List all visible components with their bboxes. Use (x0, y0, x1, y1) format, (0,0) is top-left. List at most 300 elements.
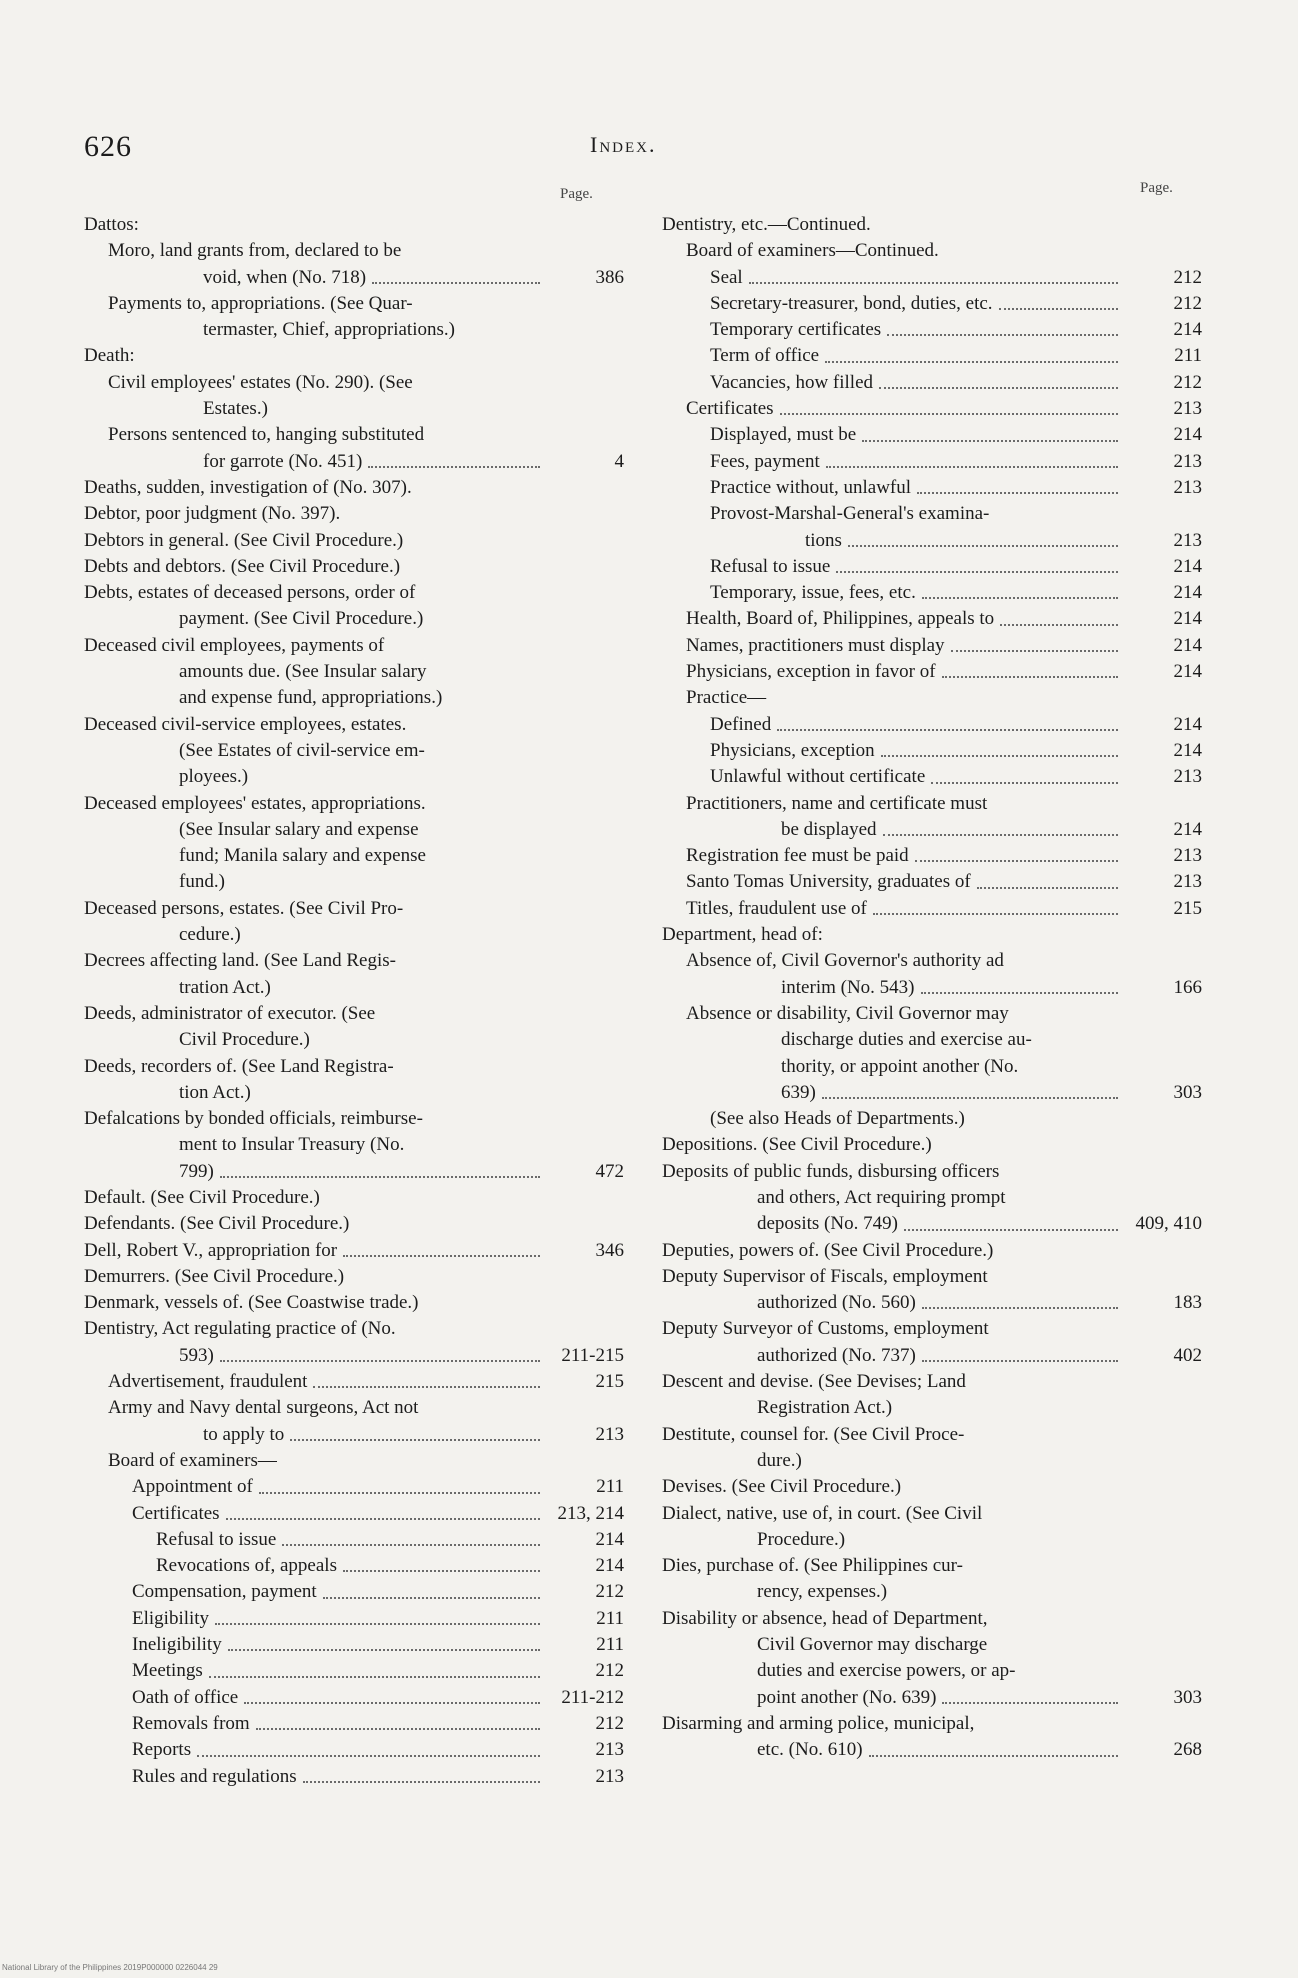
index-entry-text: interim (No. 543) (781, 976, 915, 998)
index-entry (84, 1632, 624, 1658)
index-entry (662, 869, 1202, 895)
index-entry (84, 1369, 624, 1395)
leader-dots (921, 990, 1118, 994)
index-entry (662, 1501, 1202, 1554)
page-reference: 4 (614, 450, 624, 472)
leader-dots (917, 490, 1118, 494)
index-entry (662, 1132, 1202, 1158)
index-entry (662, 396, 1202, 422)
index-entry-text: Civil employees' estates (No. 290). (See (108, 371, 413, 393)
index-entry (84, 1054, 624, 1107)
page-reference: 212 (595, 1660, 624, 1682)
index-entry-text: fund; Manila salary and expense (179, 845, 426, 867)
index-entry-text: Destitute, counsel for. (See Civil Proce- (662, 1423, 965, 1445)
index-entry-text: 639) (781, 1081, 816, 1103)
leader-dots (323, 1595, 540, 1599)
left-page-column-heading: Page. (560, 186, 593, 202)
index-entry-text: Dattos: (84, 214, 139, 235)
page-reference: 166 (1173, 976, 1202, 998)
index-entry-text: Deaths, sudden, investigation of (No. 307). (84, 476, 412, 498)
index-entry-text: Default. (See Civil Procedure.) (84, 1186, 320, 1208)
leader-dots (282, 1542, 540, 1546)
index-entry-text: Demurrers. (See Civil Procedure.) (84, 1265, 345, 1287)
index-entry-text: fund.) (179, 871, 225, 893)
leader-dots (836, 569, 1118, 573)
page-reference: 212 (1173, 292, 1202, 314)
page-reference: 214 (1173, 739, 1202, 761)
index-entry-text: Seal (710, 266, 743, 288)
index-entry (662, 1238, 1202, 1264)
page-reference: 268 (1173, 1739, 1202, 1761)
index-entry-text: Descent and devise. (See Devises; Land (662, 1371, 966, 1393)
index-entry-text: Reports (132, 1739, 192, 1761)
index-entry (84, 1553, 624, 1579)
index-entry-text: Deputy Supervisor of Fiscals, employment (662, 1265, 988, 1287)
index-entry-text: Defined (710, 713, 772, 735)
leader-dots (244, 1700, 540, 1704)
index-entry (84, 475, 624, 501)
index-entry (84, 896, 624, 949)
leader-dots (942, 1700, 1118, 1704)
leader-dots (977, 885, 1118, 889)
index-entry (84, 791, 624, 896)
index-entry (84, 1711, 624, 1737)
index-entry-text: void, when (No. 718) (203, 266, 367, 288)
index-entry (84, 1290, 624, 1316)
page-reference: 212 (1173, 371, 1202, 393)
index-entry-text: (See Insular salary and expense (179, 818, 419, 840)
page-reference: 215 (595, 1371, 624, 1393)
leader-dots (228, 1647, 540, 1651)
index-entry-text: tions (805, 529, 842, 551)
page-reference: 214 (595, 1528, 624, 1550)
leader-dots (922, 1358, 1118, 1362)
index-entry (84, 1606, 624, 1632)
index-entry (662, 1159, 1202, 1238)
index-entry (662, 1264, 1202, 1317)
index-entry (662, 922, 1202, 948)
index-entry (84, 1474, 624, 1500)
leader-dots (209, 1674, 540, 1678)
index-entry (84, 554, 624, 580)
index-entry (662, 1316, 1202, 1369)
index-entry (662, 1422, 1202, 1475)
leader-dots (942, 674, 1118, 678)
leader-dots (780, 411, 1118, 415)
index-entry (84, 1316, 624, 1369)
page-reference: 213 (595, 1423, 624, 1445)
leader-dots (259, 1490, 540, 1494)
index-entry-text: Physicians, exception in favor of (686, 661, 936, 683)
index-entry (662, 685, 1202, 711)
index-entry (84, 501, 624, 527)
index-entry-text: Appointment of (132, 1476, 253, 1498)
index-entry (84, 1737, 624, 1763)
leader-dots (313, 1384, 540, 1388)
index-entry-text: Debtors in general. (See Civil Procedure.) (84, 529, 404, 551)
page-reference: 212 (595, 1581, 624, 1603)
page-reference: 212 (1173, 266, 1202, 288)
leader-dots (368, 464, 540, 468)
index-entry-text: dure.) (757, 1449, 802, 1471)
index-entry-text: Depositions. (See Civil Procedure.) (662, 1134, 932, 1156)
index-entry-text: Defendants. (See Civil Procedure.) (84, 1213, 350, 1235)
page-reference: 213, 214 (557, 1502, 624, 1524)
leader-dots (873, 911, 1118, 915)
index-entry-text: Compensation, payment (132, 1581, 317, 1603)
page-reference: 214 (1173, 818, 1202, 840)
page-reference: 211 (1174, 345, 1202, 367)
leader-dots (372, 280, 540, 284)
index-entry (662, 764, 1202, 790)
index-entry-text: Dentistry, Act regulating practice of (No. (84, 1318, 396, 1340)
index-entry-text: Dentistry, etc.—Continued. (662, 214, 871, 235)
page-title: Index. (590, 132, 657, 157)
index-entry (84, 422, 624, 475)
index-entry-text: Debts, estates of deceased persons, order of (84, 582, 416, 604)
index-entry-text: Temporary, issue, fees, etc. (710, 582, 916, 604)
index-entry-text: Dialect, native, use of, in court. (See Civil (662, 1502, 983, 1524)
index-entry-text: Vacancies, how filled (710, 371, 874, 393)
index-entry-text: etc. (No. 610) (757, 1739, 863, 1761)
page-reference: 214 (1173, 319, 1202, 341)
index-entry-text: Defalcations by bonded officials, reimburse- (84, 1108, 423, 1130)
leader-dots (904, 1227, 1118, 1231)
index-entry (84, 238, 624, 291)
index-entry-text: Practice— (686, 687, 767, 709)
leader-dots (826, 464, 1118, 468)
index-entry-text: Devises. (See Civil Procedure.) (662, 1476, 902, 1498)
index-entry (84, 343, 624, 369)
index-entry (84, 633, 624, 712)
index-entry-text: discharge duties and exercise au- (781, 1029, 1032, 1051)
leader-dots (256, 1726, 540, 1730)
page-reference: 214 (1173, 555, 1202, 577)
index-entry (84, 1501, 624, 1527)
index-entry (662, 1711, 1202, 1764)
index-entry-text: Board of examiners—Continued. (686, 240, 939, 262)
index-entry-text: Fees, payment (710, 450, 820, 472)
page-reference: 213 (595, 1765, 624, 1787)
index-entry-text: Procedure.) (757, 1528, 846, 1550)
page-reference: 213 (1173, 529, 1202, 551)
page-reference: 213 (1173, 398, 1202, 420)
index-entry-text: Santo Tomas University, graduates of (686, 871, 971, 893)
index-entry-text: (See also Heads of Departments.) (710, 1108, 965, 1130)
index-column-left (84, 212, 624, 1790)
leader-dots (226, 1516, 540, 1520)
page-reference: 402 (1173, 1344, 1202, 1366)
index-entry-text: Physicians, exception (710, 739, 875, 761)
page-reference: 211-215 (561, 1344, 624, 1366)
leader-dots (197, 1753, 540, 1757)
page-reference: 211 (596, 1634, 624, 1656)
page-reference: 213 (1173, 476, 1202, 498)
leader-dots (922, 1305, 1118, 1309)
index-entry (662, 554, 1202, 580)
index-entry (84, 948, 624, 1001)
index-entry-text: Revocations of, appeals (156, 1555, 337, 1577)
index-entry-text: Practitioners, name and certificate must (686, 792, 988, 814)
leader-dots (290, 1437, 540, 1441)
index-entry-text: Unlawful without certificate (710, 766, 926, 788)
index-entry-text: point another (No. 639) (757, 1686, 937, 1708)
leader-dots (848, 543, 1118, 547)
index-entry (84, 1264, 624, 1290)
page-reference: 214 (1173, 661, 1202, 683)
index-entry-text: Deeds, recorders of. (See Land Registra- (84, 1055, 394, 1077)
index-entry (84, 712, 624, 791)
index-entry (662, 843, 1202, 869)
index-entry (662, 791, 1202, 844)
leader-dots (1000, 622, 1118, 626)
index-entry (662, 422, 1202, 448)
index-entry (84, 1579, 624, 1605)
index-entry (84, 1001, 624, 1054)
index-entry (84, 1395, 624, 1448)
page-reference: 211 (596, 1607, 624, 1629)
index-entry-text: Deposits of public funds, disbursing officers (662, 1160, 1000, 1182)
index-entry (84, 1448, 624, 1474)
leader-dots (303, 1779, 540, 1783)
leader-dots (220, 1358, 540, 1362)
index-entry (662, 238, 1202, 264)
leader-dots (825, 359, 1118, 363)
leader-dots (215, 1621, 540, 1625)
page-reference: 214 (1173, 634, 1202, 656)
index-entry (662, 580, 1202, 606)
index-entry-text: Dell, Robert V., appropriation for (84, 1239, 338, 1261)
index-entry-text: Certificates (132, 1502, 220, 1524)
index-entry-text: Provost-Marshal-General's examina- (710, 503, 990, 525)
index-entry-text: Rules and regulations (132, 1765, 297, 1787)
leader-dots (343, 1568, 540, 1572)
leader-dots (862, 438, 1118, 442)
page-reference: 213 (1173, 450, 1202, 472)
index-entry-text: for garrote (No. 451) (203, 450, 363, 472)
leader-dots (881, 753, 1118, 757)
leader-dots (951, 648, 1118, 652)
page-reference: 213 (1173, 766, 1202, 788)
index-entry-text: Debtor, poor judgment (No. 397). (84, 503, 341, 525)
index-entry (84, 370, 624, 423)
index-entry-text: tration Act.) (179, 976, 271, 998)
page-reference: 386 (595, 266, 624, 288)
index-entry (84, 1211, 624, 1237)
index-entry-text: and others, Act requiring prompt (757, 1186, 1006, 1208)
index-entry-text: Term of office (710, 345, 820, 367)
index-entry-text: termaster, Chief, appropriations.) (203, 319, 455, 341)
page-reference: 409, 410 (1135, 1213, 1202, 1235)
page-reference: 211-212 (561, 1686, 624, 1708)
index-entry-text: Registration Act.) (757, 1397, 893, 1419)
index-entry (662, 659, 1202, 685)
page-reference: 214 (1173, 608, 1202, 630)
index-entry-text: Deputies, powers of. (See Civil Procedure.) (662, 1239, 994, 1261)
index-entry-text: Moro, land grants from, declared to be (108, 240, 402, 262)
index-entry (662, 1553, 1202, 1606)
index-entry-text: Advertisement, fraudulent (108, 1371, 308, 1393)
index-entry-text: Deceased employees' estates, appropriations. (84, 792, 426, 814)
index-entry-text: authorized (No. 560) (757, 1292, 916, 1314)
index-entry (84, 1185, 624, 1211)
index-entry-text: Estates.) (203, 398, 268, 420)
leader-dots (869, 1753, 1118, 1757)
leader-dots (749, 280, 1118, 284)
page-reference: 214 (1173, 582, 1202, 604)
index-entry-text: Removals from (132, 1712, 250, 1734)
leader-dots (887, 332, 1118, 336)
index-entry-text: Ineligibility (132, 1634, 222, 1656)
index-entry-text: (See Estates of civil-service em- (179, 739, 425, 761)
index-entry-text: ployees.) (179, 766, 249, 788)
index-entry-text: Certificates (686, 398, 774, 420)
index-entry-text: to apply to (203, 1423, 285, 1445)
page-reference: 213 (595, 1739, 624, 1761)
index-entry (662, 317, 1202, 343)
page-reference: 183 (1173, 1292, 1202, 1314)
index-entry (662, 606, 1202, 632)
page-reference: 212 (595, 1712, 624, 1734)
page-reference: 215 (1173, 897, 1202, 919)
index-entry-text: Absence or disability, Civil Governor may (686, 1002, 1009, 1024)
index-entry-text: Deceased civil-service employees, estates. (84, 713, 407, 735)
index-entry-text: Civil Procedure.) (179, 1029, 310, 1051)
leader-dots (922, 595, 1118, 599)
index-entry-text: Meetings (132, 1660, 203, 1682)
index-entry-text: Absence of, Civil Governor's authority ad (686, 950, 1004, 972)
index-entry (662, 449, 1202, 475)
index-entry (662, 738, 1202, 764)
index-entry-text: Titles, fraudulent use of (686, 897, 867, 919)
leader-dots (343, 1253, 540, 1257)
index-entry-text: Registration fee must be paid (686, 845, 909, 867)
right-page-column-heading: Page. (1140, 180, 1173, 196)
page-reference: 303 (1173, 1081, 1202, 1103)
index-entry-text: Civil Governor may discharge (757, 1634, 988, 1656)
index-entry-text: Death: (84, 345, 135, 367)
index-entry (662, 475, 1202, 501)
index-entry (662, 948, 1202, 1001)
index-entry-text: Army and Navy dental surgeons, Act not (108, 1397, 419, 1419)
index-entry-text: and expense fund, appropriations.) (179, 687, 443, 709)
index-entry (662, 896, 1202, 922)
index-entry (662, 291, 1202, 317)
leader-dots (931, 780, 1118, 784)
index-entry (662, 265, 1202, 291)
index-entry (662, 1369, 1202, 1422)
index-entry-text: Denmark, vessels of. (See Coastwise trade.) (84, 1292, 419, 1314)
index-entry-text: Board of examiners— (108, 1449, 277, 1471)
index-entry (662, 1474, 1202, 1500)
leader-dots (879, 385, 1118, 389)
page-reference: 214 (595, 1555, 624, 1577)
index-entry-text: Practice without, unlawful (710, 476, 912, 498)
index-entry-text: duties and exercise powers, or ap- (757, 1660, 1016, 1682)
index-entry-text: Department, head of: (662, 924, 823, 946)
page-reference: 346 (595, 1239, 624, 1261)
index-entry-text: Eligibility (132, 1607, 210, 1629)
index-entry-text: be displayed (781, 818, 877, 840)
index-entry (662, 212, 1202, 238)
page-reference: 214 (1173, 424, 1202, 446)
index-entry-text: payment. (See Civil Procedure.) (179, 608, 424, 630)
page-reference: 303 (1173, 1686, 1202, 1708)
leader-dots (822, 1095, 1118, 1099)
index-entry (84, 1764, 624, 1790)
index-entry-text: Deputy Surveyor of Customs, employment (662, 1318, 989, 1340)
leader-dots (883, 832, 1118, 836)
index-entry-text: Displayed, must be (710, 424, 857, 446)
index-entry (662, 633, 1202, 659)
leader-dots (915, 858, 1118, 862)
index-entry-text: Temporary certificates (710, 319, 882, 341)
page-reference: 472 (595, 1160, 624, 1182)
index-entry (662, 370, 1202, 396)
index-entry-text: Secretary-treasurer, bond, duties, etc. (710, 292, 993, 314)
index-entry-text: Refusal to issue (156, 1528, 277, 1550)
index-entry (84, 580, 624, 633)
index-entry-text: Names, practitioners must display (686, 634, 945, 656)
index-entry-text: Payments to, appropriations. (See Quar- (108, 292, 413, 314)
index-entry (84, 1685, 624, 1711)
index-entry (84, 1106, 624, 1185)
index-entry-text: Refusal to issue (710, 555, 831, 577)
index-entry-text: ment to Insular Treasury (No. (179, 1134, 405, 1156)
index-entry-text: 593) (179, 1344, 214, 1366)
page-reference: 213 (1173, 871, 1202, 893)
index-entry-text: Debts and debtors. (See Civil Procedure.) (84, 555, 401, 577)
index-entry-text: Oath of office (132, 1686, 239, 1708)
index-entry-text: Disarming and arming police, municipal, (662, 1712, 975, 1734)
index-entry-text: Deceased persons, estates. (See Civil Pro- (84, 897, 404, 919)
index-column-right (662, 212, 1202, 1764)
index-entry (84, 528, 624, 554)
index-entry-text: thority, or appoint another (No. (781, 1055, 1019, 1077)
index-entry-text: cedure.) (179, 924, 241, 946)
index-entry-text: Decrees affecting land. (See Land Regis- (84, 950, 396, 972)
index-entry-text: rency, expenses.) (757, 1581, 888, 1603)
index-entry (662, 1606, 1202, 1711)
index-entry-text: 799) (179, 1160, 214, 1182)
index-entry-text: Deceased civil employees, payments of (84, 634, 385, 656)
leader-dots (777, 727, 1118, 731)
index-entry (662, 343, 1202, 369)
index-entry-text: authorized (No. 737) (757, 1344, 916, 1366)
page-reference: 213 (1173, 845, 1202, 867)
index-entry (662, 501, 1202, 554)
index-entry (84, 1658, 624, 1684)
page-reference: 214 (1173, 713, 1202, 735)
page-reference: 211 (596, 1476, 624, 1498)
leader-dots (220, 1174, 540, 1178)
index-entry-text: deposits (No. 749) (757, 1213, 898, 1235)
leader-dots (999, 306, 1118, 310)
index-entry-text: Dies, purchase of. (See Philippines cur- (662, 1555, 963, 1577)
index-entry (84, 212, 624, 238)
index-entry (662, 712, 1202, 738)
index-entry-text: Health, Board of, Philippines, appeals to (686, 608, 995, 630)
index-entry (84, 1527, 624, 1553)
index-entry (84, 1238, 624, 1264)
index-entry-text: Disability or absence, head of Department, (662, 1607, 988, 1629)
index-entry (84, 291, 624, 344)
index-entry-text: Persons sentenced to, hanging substituted (108, 424, 425, 446)
index-entry-text: Deeds, administrator of executor. (See (84, 1002, 376, 1024)
index-entry (662, 1106, 1202, 1132)
page-number: 626 (84, 130, 132, 163)
index-entry-text: amounts due. (See Insular salary (179, 661, 427, 683)
